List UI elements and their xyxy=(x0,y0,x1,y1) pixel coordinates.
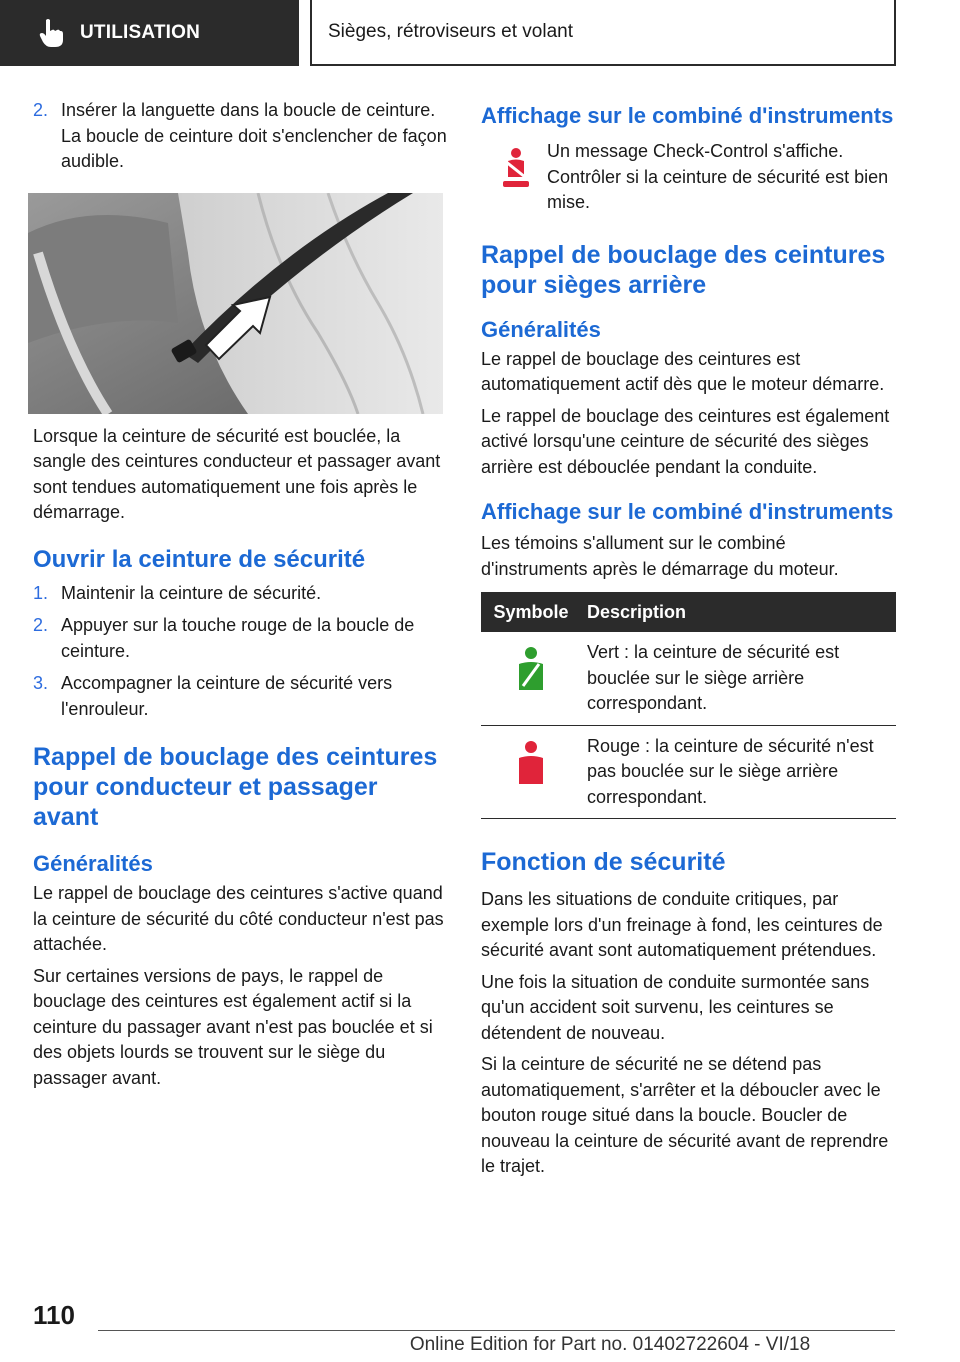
subheading-instrument-display: Affichage sur le combiné d'instruments xyxy=(481,499,894,524)
subheading-general: Généralités xyxy=(481,316,601,342)
table-row: Rouge : la ceinture de sécurité n'est pas bouclée sur le siège arrière correspondant. xyxy=(481,725,896,819)
paragraph: Sur certaines versions de pays, le rappel de bouclage des ceintures est également actif si la ceinture du passager avant n'est pas bouclée et si des objets lourds se trouvent sur le siège du passager avant. xyxy=(33,965,433,1088)
seatbelt-warning-icon xyxy=(499,147,529,191)
page-header xyxy=(0,0,960,66)
section-heading-safety-function: Fonction de sécurité xyxy=(481,848,726,876)
section-heading-rear-reminder: Rappel de bouclage des ceintures pour sièges arrière xyxy=(481,240,886,299)
right-column xyxy=(481,102,896,1186)
left-column xyxy=(33,98,448,1097)
paragraph: Le rappel de bouclage des ceintures est automatiquement actif dès que le moteur démarre. xyxy=(481,348,885,394)
paragraph: Le rappel de bouclage des ceintures s'active quand la ceinture de sécurité du côté conducteur n'est pas attachée. xyxy=(33,883,444,954)
footer-divider xyxy=(98,1330,895,1331)
list-item: 1. Maintenir la ceinture de sécurité. xyxy=(33,582,322,603)
list-item: 2. Insérer la languette dans la boucle de ceinture. La boucle de ceinture doit s'enclencher de façon audible. xyxy=(33,100,447,171)
edition-footer: Online Edition for Part no. 01402722604 - VI/18 xyxy=(409,1334,811,1355)
paragraph: Dans les situations de conduite critiques, par exemple lors d'un freinage à fond, les ceintures de sécurité avant sont automatiquement prétendues. xyxy=(481,889,883,960)
table-header: Symbole xyxy=(481,592,581,632)
seatbelt-fastened-green-icon xyxy=(515,646,547,694)
check-control-note xyxy=(481,139,896,216)
subheading-general: Généralités xyxy=(33,851,153,876)
section-title: UTILISATION xyxy=(80,22,201,43)
paragraph: Un message Check-Control s'affiche. Contrôler si la ceinture de sécurité est bien mise. xyxy=(547,141,889,212)
hand-pointer-icon xyxy=(34,16,68,50)
subsection-title: Sièges, rétroviseurs et volant xyxy=(310,0,896,66)
table-header: Description xyxy=(581,592,896,632)
photo-caption: Lorsque la ceinture de sécurité est bouclée, la sangle des ceintures conducteur et passager avant sont tendues automatiquement une fois après le démarrage. xyxy=(33,425,441,522)
symbol-table xyxy=(481,592,896,819)
paragraph: Si la ceinture de sécurité ne se détend pas automatiquement, s'arrêter et la déboucler avec le bouton rouge situé dans la boucle. Boucler de nouveau la ceinture de sécurité avant de reprendre le trajet. xyxy=(481,1054,889,1176)
table-row: Vert : la ceinture de sécurité est bouclée sur le siège arrière correspondant. xyxy=(481,632,896,725)
list-item: 3. Accompagner la ceinture de sécurité vers l'enrouleur. xyxy=(33,673,393,719)
section-tab xyxy=(0,0,299,66)
paragraph: Une fois la situation de conduite surmontée sans qu'un accident soit survenu, les ceintures se détendent de nouveau. xyxy=(481,971,870,1043)
list-item: 2. Appuyer sur la touche rouge de la boucle de ceinture. xyxy=(33,615,415,661)
paragraph: Le rappel de bouclage des ceintures est également activé lorsqu'une ceinture de sécurité des sièges arrière est débouclée pendant la conduite. xyxy=(481,405,890,477)
section-heading-open-belt: Ouvrir la ceinture de sécurité xyxy=(33,545,366,573)
subheading-instrument-display: Affichage sur le combiné d'instruments xyxy=(481,103,894,128)
page-number: 110 xyxy=(33,1300,75,1330)
seatbelt-buckle-photo xyxy=(28,193,443,414)
paragraph: Les témoins s'allument sur le combiné d'instruments après le démarrage du moteur. xyxy=(481,533,839,579)
section-heading-front-reminder: Rappel de bouclage des ceintures pour conducteur et passager avant xyxy=(33,743,438,831)
seatbelt-unfastened-red-icon xyxy=(515,740,547,788)
